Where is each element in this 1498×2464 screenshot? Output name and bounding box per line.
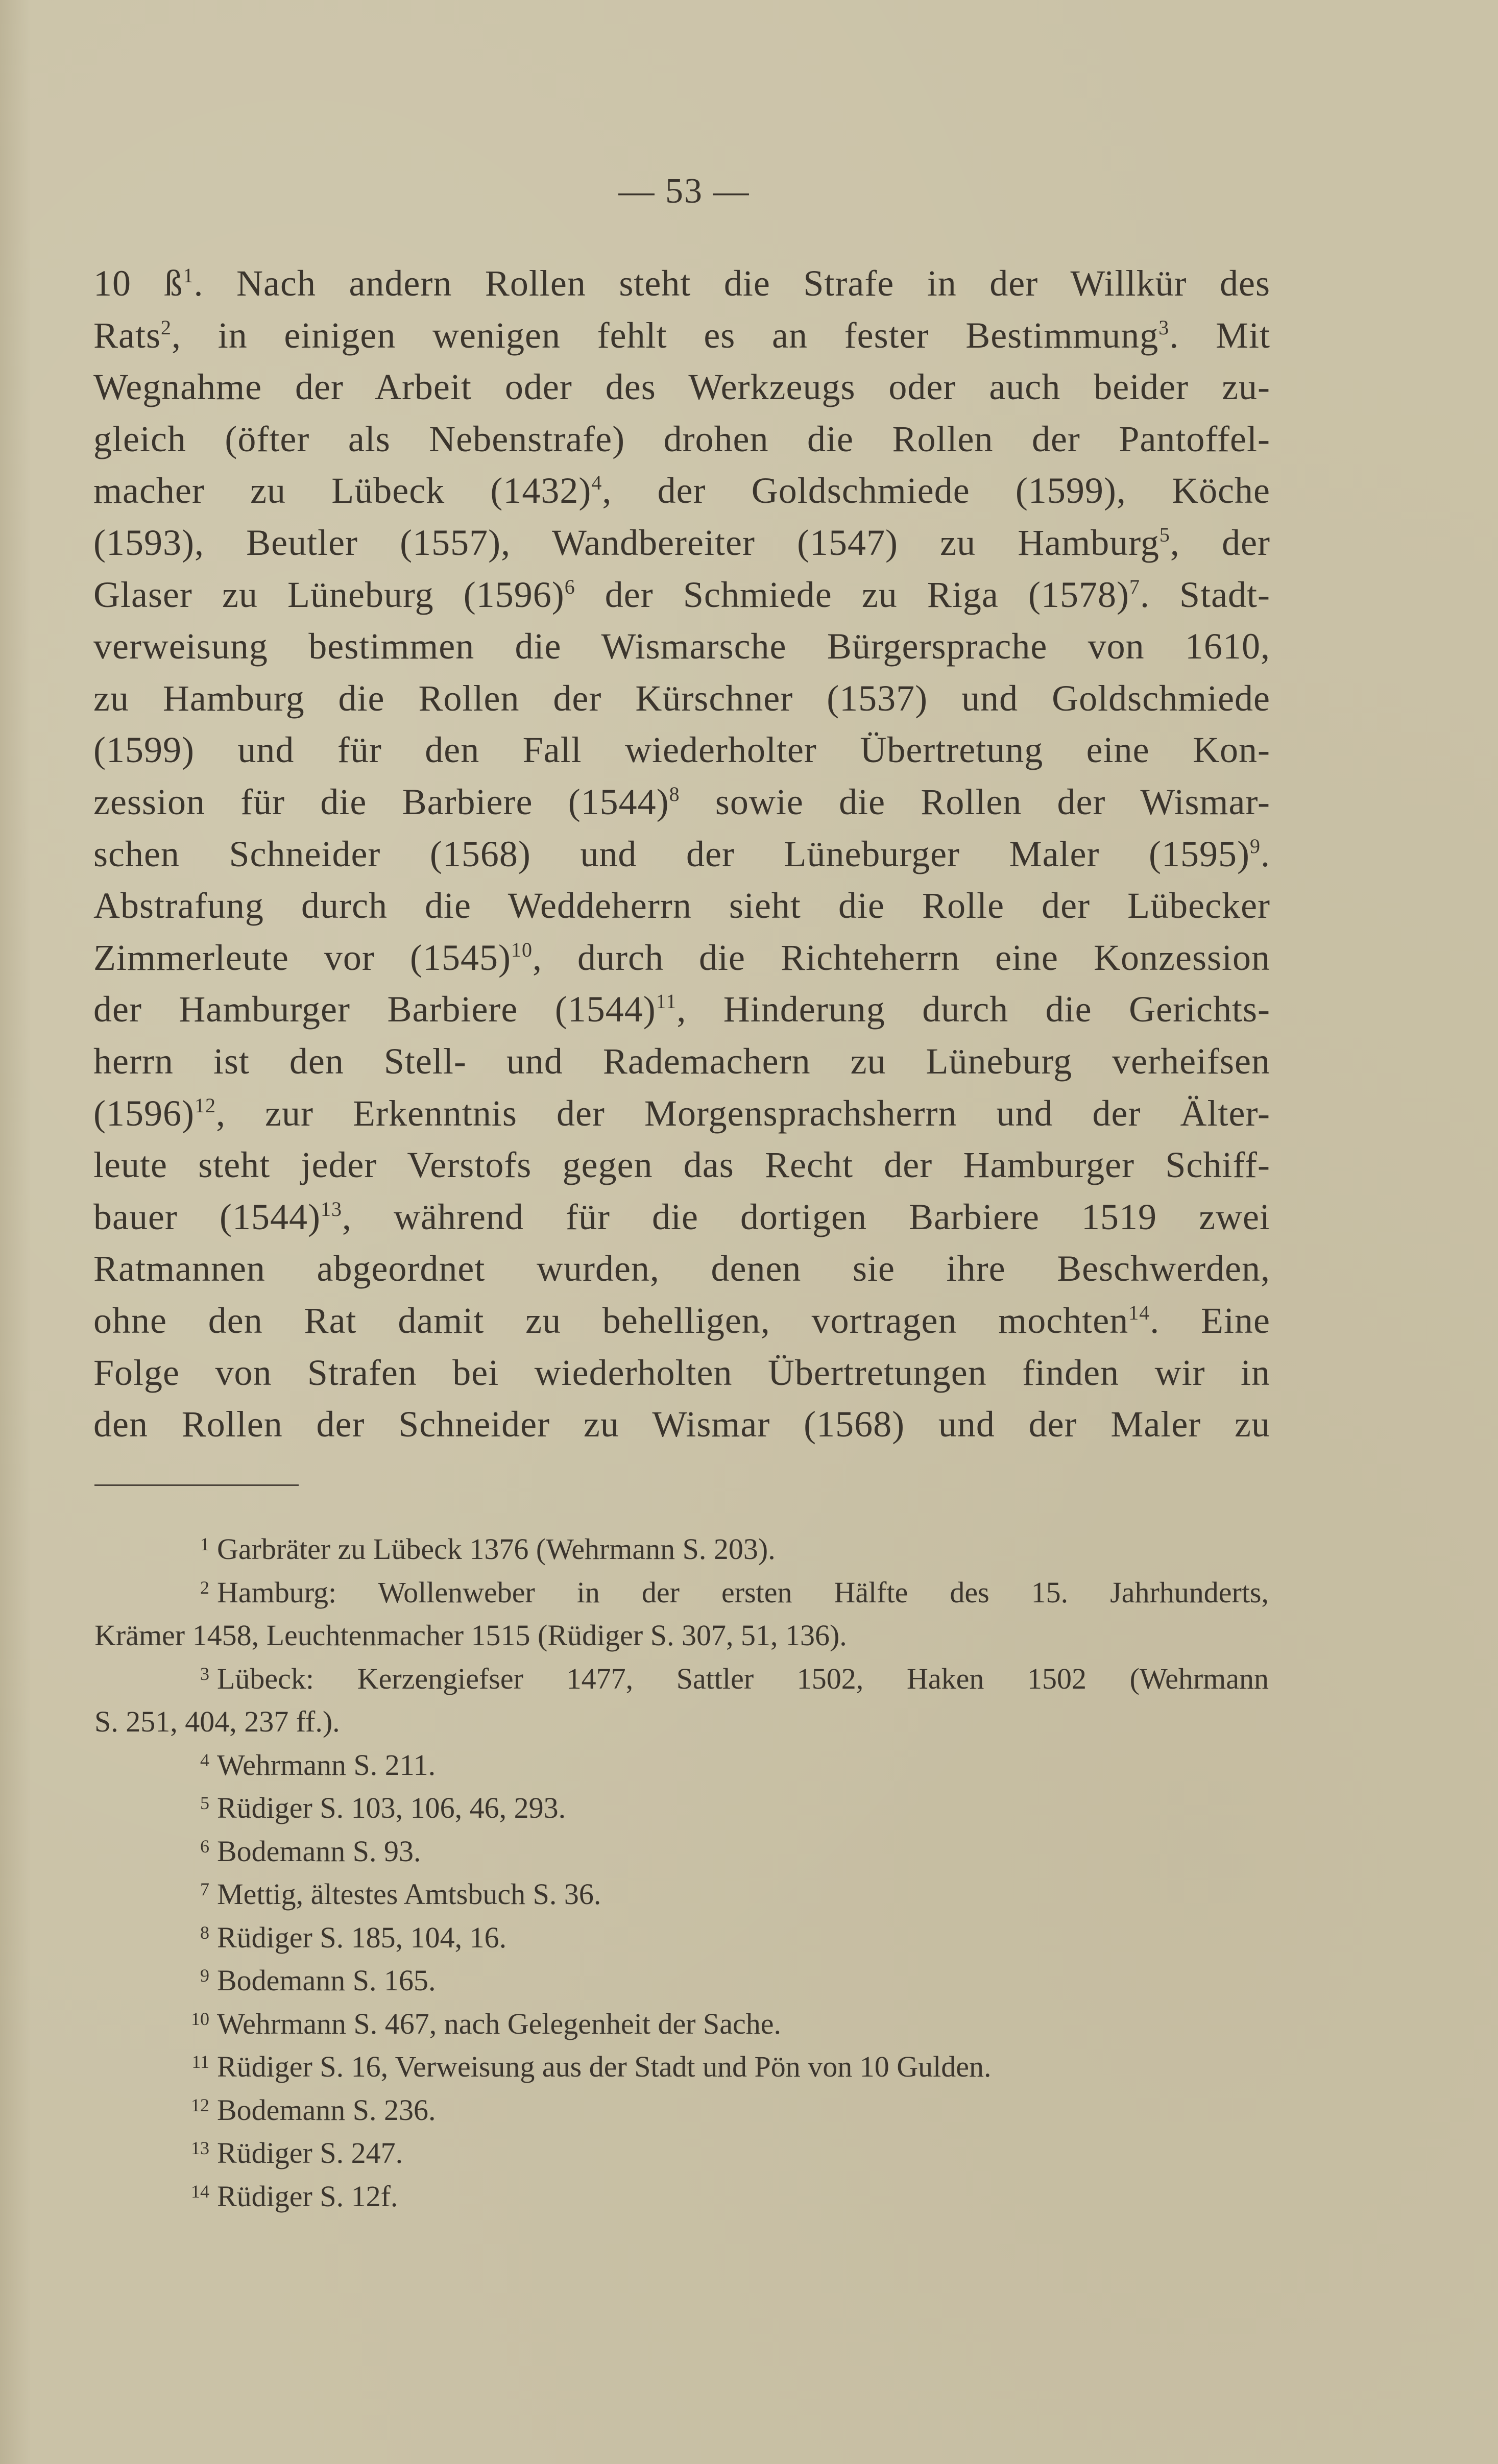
body-text-run: bauer (1544) bbox=[93, 1196, 321, 1237]
footnote bbox=[94, 2176, 1269, 2217]
footnote-number: 3 bbox=[200, 1663, 209, 1684]
body-line bbox=[93, 310, 1270, 361]
body-line bbox=[93, 258, 1270, 309]
body-text-run: (1596) bbox=[93, 1092, 195, 1134]
footnote-number: 12 bbox=[191, 2094, 209, 2115]
footnote bbox=[94, 1788, 1269, 1828]
body-text-run: . Nach andern Rollen steht die Strafe in der Willkür des bbox=[194, 263, 1270, 304]
footnote-number: 7 bbox=[200, 1879, 209, 1899]
footnote-continuation: S. 251, 404, 237 ff.). bbox=[94, 1705, 340, 1738]
body-text-run: der Schmiede zu Riga (1578) bbox=[575, 574, 1129, 615]
body-text-run: , durch die Richteherrn eine Konzession bbox=[532, 937, 1270, 978]
body-line bbox=[93, 776, 1270, 827]
body-text-run: macher zu Lübeck (1432) bbox=[93, 470, 592, 511]
body-text-run: , zur Erkenntnis der Morgensprachsherrn und der Älter- bbox=[215, 1092, 1270, 1134]
footnote-number: 6 bbox=[200, 1836, 209, 1857]
body-line bbox=[93, 673, 1270, 724]
body-text-run: . Mit bbox=[1169, 314, 1270, 356]
footnote-number: 4 bbox=[200, 1749, 209, 1770]
footnote-text: Rüdiger S. 12f. bbox=[217, 2179, 398, 2213]
body-text-run: . Stadt- bbox=[1140, 574, 1271, 615]
body-text-run: , der Goldschmiede (1599), Köche bbox=[602, 470, 1270, 511]
footnote bbox=[94, 2004, 1269, 2044]
body-line bbox=[93, 361, 1270, 412]
body-line bbox=[93, 1347, 1270, 1398]
footnote bbox=[94, 1874, 1269, 1915]
footnote bbox=[94, 1917, 1269, 1958]
body-line bbox=[93, 1036, 1270, 1087]
body-text-run: , der bbox=[1170, 522, 1270, 563]
footnote bbox=[94, 1658, 1269, 1699]
body-text-run: herrn ist den Stell- und Rademachern zu Lüneburg verheifsen bbox=[93, 1041, 1270, 1082]
footnote-ref: 6 bbox=[564, 575, 575, 598]
body-line bbox=[93, 1295, 1270, 1346]
body-text-run: 10 ß bbox=[93, 263, 183, 304]
footnote-continuation: Krämer 1458, Leuchtenmacher 1515 (Rüdiger S. 307, 51, 136). bbox=[94, 1619, 847, 1652]
body-text-run: den Rollen der Schneider zu Wismar (1568) und der Maler zu bbox=[93, 1404, 1270, 1445]
body-text-run: Abstrafung durch die Weddeherrn sieht die Rolle der Lübecker bbox=[93, 885, 1270, 926]
body-text-run: Glaser zu Lüneburg (1596) bbox=[93, 574, 565, 615]
footnote-text: Hamburg: Wollenweber in der ersten Hälfte des 15. Jahrhunderts, bbox=[217, 1575, 1269, 1609]
footnote-number: 13 bbox=[191, 2138, 209, 2158]
body-line bbox=[93, 724, 1270, 775]
body-text-run: . bbox=[1261, 833, 1270, 874]
body-text-run: der Hamburger Barbiere (1544) bbox=[93, 989, 656, 1030]
body-text-run: , Hinderung durch die Gerichts- bbox=[676, 989, 1271, 1030]
footnote-text: Wehrmann S. 211. bbox=[217, 1748, 436, 1782]
body-text-run: . Eine bbox=[1150, 1300, 1270, 1341]
footnote bbox=[94, 2090, 1269, 2131]
footnote-ref: 11 bbox=[656, 990, 677, 1013]
page-edge-shadow bbox=[0, 0, 31, 2464]
footnote-number: 10 bbox=[191, 2008, 209, 2029]
footnote bbox=[94, 1745, 1269, 1786]
body-text-run: schen Schneider (1568) und der Lüneburger Maler (1595) bbox=[93, 833, 1250, 874]
footnote bbox=[94, 1529, 1269, 1570]
footnote-separator bbox=[94, 1484, 299, 1486]
footnote-number: 8 bbox=[200, 1922, 209, 1943]
footnote-text: Bodemann S. 236. bbox=[217, 2093, 436, 2127]
body-line bbox=[93, 569, 1270, 620]
body-line bbox=[93, 1399, 1270, 1450]
footnote-text: Rüdiger S. 16, Verweisung aus der Stadt und Pön von 10 Gulden. bbox=[217, 2050, 992, 2083]
footnote bbox=[94, 2046, 1269, 2087]
footnote bbox=[94, 1831, 1269, 1872]
body-text-run: zession für die Barbiere (1544) bbox=[93, 782, 669, 822]
footnote-ref: 2 bbox=[161, 315, 172, 339]
footnote-ref: 7 bbox=[1129, 575, 1140, 598]
body-line bbox=[93, 828, 1270, 880]
body-line bbox=[93, 1243, 1270, 1294]
footnote bbox=[94, 1572, 1269, 1613]
body-text-run: (1599) und für den Fall wiederholter Übertretung eine Kon- bbox=[93, 729, 1270, 771]
body-text-run: verweisung bestimmen die Wismarsche Bürgersprache von 1610, bbox=[93, 626, 1270, 667]
footnote-text: Garbräter zu Lübeck 1376 (Wehrmann S. 203). bbox=[217, 1532, 776, 1566]
footnote-text: Bodemann S. 93. bbox=[217, 1834, 421, 1868]
footnote-ref: 9 bbox=[1250, 834, 1261, 858]
footnote bbox=[94, 2133, 1269, 2174]
footnote-text: Rüdiger S. 247. bbox=[217, 2136, 403, 2169]
body-text-run: Wegnahme der Arbeit oder des Werkzeugs oder auch beider zu- bbox=[93, 367, 1270, 408]
footnote-text: Lübeck: Kerzengiefser 1477, Sattler 1502, Haken 1502 (Wehrmann bbox=[217, 1662, 1269, 1695]
footnote-ref: 12 bbox=[194, 1093, 216, 1117]
body-text-run: Folge von Strafen bei wiederholten Übertretungen finden wir in bbox=[93, 1352, 1270, 1393]
body-line bbox=[93, 465, 1270, 516]
footnote-number: 14 bbox=[191, 2181, 209, 2202]
body-line bbox=[93, 517, 1270, 568]
footnote-ref: 13 bbox=[320, 1197, 342, 1221]
footnote-number: 2 bbox=[200, 1577, 209, 1598]
footnote-ref: 14 bbox=[1128, 1301, 1150, 1324]
footnote-text: Wehrmann S. 467, nach Gelegenheit der Sache. bbox=[217, 2007, 782, 2040]
body-text-run: Rats bbox=[93, 314, 161, 356]
body-line bbox=[93, 1088, 1270, 1139]
body-text-run: Ratmannen abgeordnet wurden, denen sie ihre Beschwerden, bbox=[93, 1248, 1270, 1289]
body-line bbox=[93, 413, 1270, 465]
footnote-number: 11 bbox=[191, 2052, 209, 2072]
footnote-text: Mettig, ältestes Amtsbuch S. 36. bbox=[217, 1877, 601, 1911]
body-line bbox=[93, 621, 1270, 672]
page-number: — 53 — bbox=[618, 172, 750, 211]
footnote-text: Bodemann S. 165. bbox=[217, 1964, 436, 1997]
body-line bbox=[93, 1139, 1270, 1190]
body-text-run: ohne den Rat damit zu behelligen, vortragen mochten bbox=[93, 1300, 1129, 1341]
body-text-run: Zimmerleute vor (1545) bbox=[93, 937, 511, 978]
footnote-ref: 1 bbox=[183, 264, 194, 287]
body-text-run: gleich (öfter als Nebenstrafe) drohen die Rollen der Pantoffel- bbox=[93, 418, 1270, 459]
body-line bbox=[93, 1191, 1270, 1242]
body-text-run: , in einigen wenigen fehlt es an fester Bestimmung bbox=[172, 314, 1159, 356]
footnote-number: 5 bbox=[200, 1793, 209, 1813]
footnote-ref: 4 bbox=[591, 471, 602, 495]
body-text-run: zu Hamburg die Rollen der Kürschner (1537) und Goldschmiede bbox=[93, 677, 1270, 719]
body-line bbox=[93, 932, 1270, 983]
footnote-number: 9 bbox=[200, 1965, 209, 1986]
body-line bbox=[93, 984, 1270, 1035]
footnote-ref: 10 bbox=[511, 938, 533, 961]
body-line bbox=[93, 880, 1270, 931]
footnote-text: Rüdiger S. 185, 104, 16. bbox=[217, 1920, 507, 1954]
body-text-run: sowie die Rollen der Wismar- bbox=[680, 782, 1270, 822]
footnote-ref: 8 bbox=[669, 783, 680, 806]
footnote bbox=[94, 1960, 1269, 2001]
footnote-number: 1 bbox=[200, 1534, 209, 1554]
body-text-run: leute steht jeder Verstofs gegen das Recht der Hamburger Schiff- bbox=[93, 1144, 1270, 1186]
footnote-text: Rüdiger S. 103, 106, 46, 293. bbox=[217, 1791, 566, 1824]
footnote-ref: 5 bbox=[1159, 523, 1170, 546]
footnote-ref: 3 bbox=[1158, 315, 1170, 339]
body-text-run: (1593), Beutler (1557), Wandbereiter (1547) zu Hamburg bbox=[93, 522, 1159, 563]
body-text-run: , während für die dortigen Barbiere 1519 zwei bbox=[342, 1196, 1271, 1237]
